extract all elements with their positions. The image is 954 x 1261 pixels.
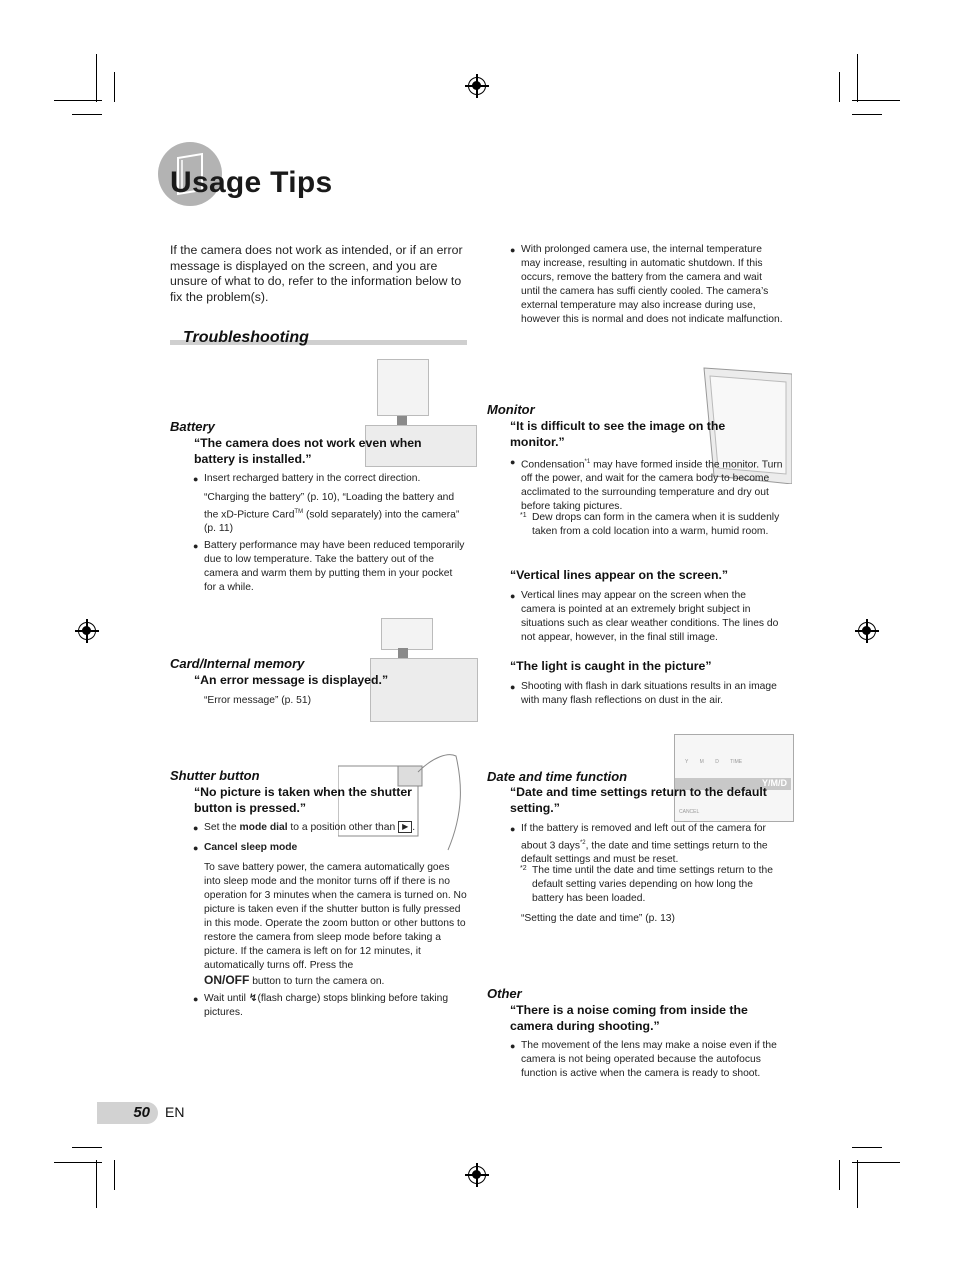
monitor-note-1-text: Dew drops can form in the camera when it is suddenly taken from a cold location into a warm, humid room.	[532, 512, 780, 537]
other-bullet: ● The movement of the lens may make a noise even if the camera is not being operated because the autofocus function is active when the camera is ready to shoot.	[510, 1040, 777, 1079]
shutter-bullet-2-text: Cancel sleep mode	[204, 842, 298, 853]
datetime-bullet: ● If the battery is removed and left out of the camera for about 3 days$^{*2}$, the date and time settings return to the default settings and must be reset.	[510, 823, 768, 866]
shutter-bullet-3: ● Wait until ↯(flash charge) stops blinking before taking pictures.	[193, 993, 449, 1018]
onoff-button-label: ON/OFF	[204, 973, 250, 987]
registration-mark	[78, 622, 96, 640]
battery-bullet-1: ● Insert recharged battery in the correct direction.	[193, 473, 421, 484]
monitor-bullet-1-pre: Condensation	[521, 459, 585, 471]
datetime-bullet-post: , the date and time settings return to the default settings and must be reset.	[521, 840, 768, 866]
card-heading: Card/Internal memory	[170, 656, 305, 671]
battery-reference	[204, 491, 466, 536]
registration-mark	[468, 77, 486, 95]
battery-bullet-1-text: Insert recharged battery in the correct direction.	[204, 473, 421, 484]
shutter-bullet-1-pre: Set the	[204, 822, 240, 833]
time-label: TIME	[730, 759, 743, 765]
date-format-label: Y/M/D	[761, 778, 787, 788]
monitor-bullet-3: ● Shooting with flash in dark situations results in an image with many flash reflections on dust in the air.	[510, 681, 777, 706]
flash-icon: ↯	[248, 993, 258, 1004]
card-reference: “Error message” (p. 51)	[204, 695, 312, 706]
footnote-marker: *2	[579, 840, 586, 846]
datetime-reference: “Setting the date and time” (p. 13)	[521, 913, 675, 924]
month-label: M	[699, 759, 704, 765]
camera-card-slot-illustration	[370, 658, 478, 722]
memory-card-illustration	[381, 618, 433, 650]
shutter-bullet-3-post: (flash charge) stops blinking before taking pictures.	[204, 993, 449, 1018]
page-number: 50	[133, 1104, 150, 1121]
date-time-column-labels	[685, 759, 742, 765]
monitor-bullet-1: ● Condensation$^{*1}$ may have formed inside the monitor. Turn off the power, and wait for the camera body to become acclimated to the surrounding temperature and dry out before taking pictures.	[510, 457, 783, 513]
year-label: Y	[685, 759, 689, 765]
monitor-bullet-2-text: Vertical lines may appear on the screen when the camera is pointed at an extremely bright subject in situations such as clear weather conditions. The lines do not appear, however, in the final still image.	[521, 590, 779, 643]
monitor-bullet-2: ● Vertical lines may appear on the screen when the camera is pointed at an extremely bright subject in situations such as clear weather conditions. The lines do not appear, however, in the final still image.	[510, 590, 779, 643]
crop-mark	[96, 1160, 97, 1208]
crop-mark	[96, 54, 97, 102]
sleep-mode-text: To save battery power, the camera automatically goes into sleep mode and the monitor turns off if there is no operation for 3 minutes when the camera is turned on. No picture is taken even if the shutter button is fully pressed in this mode. Operate the zoom button or other buttons to restore the camera from sleep mode before taking a picture. If the camera is left on for 12 minutes, it automatically turns off. Press the	[204, 862, 467, 971]
battery-illustration	[377, 359, 429, 416]
shutter-bullet-1-post: to a position other than	[287, 822, 396, 833]
monitor-note-1	[520, 511, 787, 539]
monitor-question-2: “Vertical lines appear on the screen.”	[510, 568, 729, 582]
other-heading: Other	[487, 986, 522, 1001]
section-heading: Troubleshooting	[183, 329, 309, 346]
crop-mark	[114, 72, 115, 102]
battery-reference-end: (sold separately) into the camera” (p. 11)	[204, 509, 460, 535]
datetime-bullet-pre: If the battery is removed and left out of the camera for about 3 days	[521, 823, 766, 852]
crop-mark	[852, 100, 900, 101]
shutter-heading: Shutter button	[170, 768, 260, 783]
crop-mark	[72, 114, 102, 115]
crop-mark	[857, 1160, 858, 1208]
crop-mark	[852, 114, 882, 115]
temperature-text: With prolonged camera use, the internal temperature may increase, resulting in automatic shutdown. If this occurs, remove the battery from the camera and wait until the camera has suffi ciently cooled. The camera’s external temperature may also increase during use, however this is normal and does not indicate malfunction.	[521, 244, 783, 325]
crop-mark	[839, 1160, 840, 1190]
crop-mark	[54, 1162, 102, 1163]
datetime-question: “Date and time settings return to the default setting.”	[510, 785, 767, 815]
page-title: Usage Tips	[170, 166, 333, 199]
datetime-note-text: The time until the date and time settings return to the default setting varies depending on how long the battery has been loaded.	[532, 865, 773, 904]
crop-mark	[114, 1160, 115, 1190]
card-question: “An error message is displayed.”	[194, 673, 389, 687]
footnote-marker: *1	[584, 459, 591, 465]
temperature-bullet: ● With prolonged camera use, the internal temperature may increase, resulting in automatic shutdown. If this occurs, remove the battery from the camera and wait until the camera has suffi ciently cooled. The camera’s external temperature may also increase during use, however this is normal and does not indicate malfunction.	[510, 244, 783, 325]
mode-dial-label: mode dial	[239, 822, 288, 833]
shutter-bullet-2: ● Cancel sleep mode	[193, 842, 298, 853]
battery-question: “The camera does not work even when battery is installed.”	[194, 436, 422, 466]
language-code: EN	[165, 1104, 185, 1120]
monitor-bullet-1-post: may have formed inside the monitor. Turn off the power, and wait for the camera body to become acclimated to the surrounding temperature and dry out before taking pictures.	[521, 459, 783, 513]
shutter-bullet-3-pre: Wait until	[204, 993, 246, 1004]
shutter-bullet-1: ● Set the mode dial to a position other than ▶ .	[193, 822, 416, 833]
battery-reference-text: “Charging the battery” (p. 10), “Loading the battery and the xD-Picture Card	[204, 492, 455, 521]
crop-mark	[852, 1162, 900, 1163]
cancel-label: CANCEL	[679, 809, 700, 815]
monitor-question-1: “It is difficult to see the image on the monitor.”	[510, 419, 726, 449]
page-number-tab	[97, 1102, 158, 1124]
battery-bullet-2-text: Battery performance may have been reduced temporarily due to low temperature. Take the battery out of the camera and warm them by putting them in your pocket for a while.	[204, 540, 465, 593]
other-question: “There is a noise coming from inside the camera during shooting.”	[510, 1003, 748, 1033]
footnote-marker: *2	[520, 865, 527, 872]
shutter-question: “No picture is taken when the shutter button is pressed.”	[194, 785, 412, 815]
trademark-sup: TM	[294, 509, 304, 515]
battery-bullet-2: ● Battery performance may have been reduced temporarily due to low temperature. Take the battery out of the camera and warm them by putting them in your pocket for a while.	[193, 540, 465, 593]
sleep-mode-end: button to turn the camera on.	[249, 976, 385, 987]
sleep-mode-paragraph	[204, 861, 468, 989]
footnote-marker: *1	[520, 512, 527, 519]
registration-mark	[468, 1166, 486, 1184]
monitor-question-3: “The light is caught in the picture”	[510, 659, 712, 673]
crop-mark	[852, 1147, 882, 1148]
monitor-heading: Monitor	[487, 402, 535, 417]
crop-mark	[72, 1147, 102, 1148]
crop-mark	[839, 72, 840, 102]
crop-mark	[54, 100, 102, 101]
registration-mark	[858, 622, 876, 640]
other-bullet-text: The movement of the lens may make a noise even if the camera is not being operated because the autofocus function is active when the camera is ready to shoot.	[521, 1040, 777, 1079]
crop-mark	[857, 54, 858, 102]
datetime-heading: Date and time function	[487, 769, 628, 784]
intro-text: If the camera does not work as intended, or if an error message is displayed on the screen, and you are unsure of what to do, refer to the information below to fix the problem(s).	[170, 243, 463, 304]
battery-heading: Battery	[170, 419, 215, 434]
datetime-note	[520, 864, 782, 906]
monitor-bullet-3-text: Shooting with flash in dark situations results in an image with many flash reflections on dust in the air.	[521, 681, 777, 706]
day-label: D	[715, 759, 719, 765]
playback-icon: ▶	[398, 821, 412, 833]
